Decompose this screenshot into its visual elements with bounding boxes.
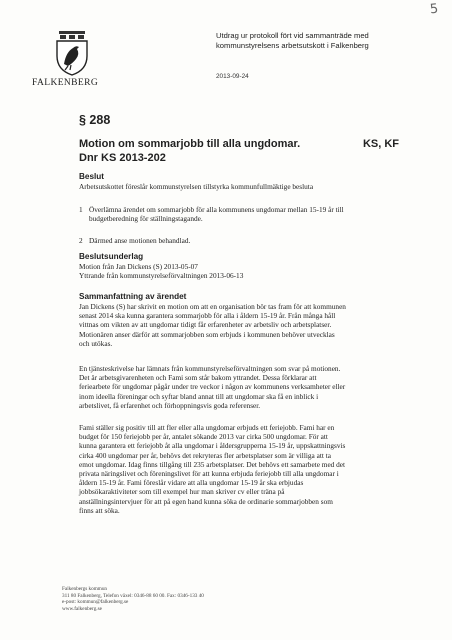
page-footer: Falkenbergs kommun 311 80 Falkenberg, Telefon växel: 0346-88 60 00. Fax: 0346-133 40 e-post: kommun@falkenberg.se www.falkenberg.se — [62, 586, 204, 612]
coat-of-arms-icon — [54, 30, 90, 76]
recipients: KS, KF — [362, 138, 399, 150]
summary-paragraph-2: En tjänsteskrivelse har lämnats från kommunstyrelseförvaltningen som svar på motionen. Det är arbetsgivarenheten och Fami som står bakom yttrandet. Dessa förklarar att feriearbete för ungdomar pågår under tre veckor i någon av kommunens verksamheter eller inom ideella föreningar och syftar bland annat till att ungdomar ska få en inblick i arbetslivet, få erfarenhet och förhoppningsvis goda referenser. — [79, 364, 346, 410]
matter-title — [79, 138, 399, 165]
section-number: § 288 — [79, 113, 111, 127]
summary-paragraph-1: Jan Dickens (S) har skrivit en motion om att en organisation bör tas fram för att kommunen senast 2014 ska kunna garantera sommarjobb för alla i åldern 15-19 år. Från många håll vittnas om vikten av att ungdomar tidigt får erfarenheter av arbetsliv och arbetsplatser. Motionären anser därför att sommarjobben som erbjuds i kommunen behöver utvecklas och utökas. — [79, 302, 346, 348]
municipality-logo — [32, 30, 104, 88]
summary-paragraph-3: Fami ställer sig positiv till att fler eller alla ungdomar erbjuds ett feriejobb. Fami har en budget för 150 feriejobb per år, antalet sökande 2013 var cirka 500 ungdomar. För att kunna garantera ett feriejobb åt alla ungdomar i åldersgrupperna 15-19 år, uppskattningsvis cirka 400 ungdomar per år, behövs det rekryteras fler arbetsplatser som är villiga att ta emot ungdomar. Idag finns tillgång till 235 arbetsplatser. Det behövs ett samarbete med det privata näringslivet och föreningslivet för att kunna erbjuda feriejobb till alla ungdomar i åldern 15-19 år. Fami föreslår vidare att alla ungdomar 15-19 år ska erbjudas jobbsökaraktiviteter som till exempel hur man skriver cv eller träna på anställningsintervjuer för att på egen hand kunna söka de ordinarie sommarjobben som finns att söka. — [79, 423, 346, 515]
title-text: Motion om sommarjobb till alla ungdomar. — [79, 138, 301, 150]
handwritten-page-number: 5 — [428, 1, 439, 18]
beslut-text: Arbetsutskottet föreslår kommunstyrelsen tillstyrka kommunfullmäktige besluta — [79, 182, 314, 191]
header-line: Utdrag ur protokoll fört vid sammanträde med — [216, 31, 369, 40]
header-line: kommunstyrelsens arbetsutskott i Falkenberg — [216, 40, 369, 50]
meeting-date: 2013-09-24 — [216, 73, 249, 80]
diary-number: Dnr KS 2013-202 — [79, 151, 166, 164]
organization-name: FALKENBERG — [32, 78, 99, 88]
protocol-page: 5 FALKENBERG Utdrag ur protokoll fört vid sammanträde med kommunstyrelsens arbetsutskott i Falkenberg 2013-09-24 § 288 Motion om sommarjobb till alla ungdomar. KS, KF Dnr KS 2013-202 Beslut Arbetsutskottet föreslår kommunstyrelsen tillstyrka kommunfullmäktige besluta 1 Överlämna ärendet om sommarjobb för alla kommunens ungdomar mellan 15-19 år till budgetberedning för ställningstagande. 2 Därmed anse motionen behandlad. Beslutsunderlag Motion från Jan Dickens (S) 2013-05-07 Yttrande från kommunstyrelseförvaltningen 2013-06-13 Sammanfattning av ärendet Jan Dickens (S) har skrivit en motion om att en organisation bör tas fram för att kommunen senast 2014 ska kunna garantera sommarjobb för alla i åldern 15-19 år. Från många håll vittnas om vikten av att ungdomar tidigt får erfarenheter av arbetsliv och arbetsplatser. Motionären anser därför att sommarjobben som erbjuds i kommunen behöver utvecklas och utökas. En tjänsteskrivelse har lämnats från kommunstyrelseförvaltningen som svar på motionen. Det är arbetsgivarenheten och Fami som står bakom yttrandet. Dessa förklarar att feriearbete för ungdomar pågår under tre veckor i någon av kommunens verksamheter eller inom ideella föreningar och syftar bland annat till att ungdomar ska få en inblick i arbetslivet, få erfarenhet och förhoppningsvis goda referenser. Fami ställer sig positiv till att fler eller alla ungdomar erbjuds ett feriejobb. Fami har en budget för 150 feriejobb per år, antalet sökande 2013 var cirka 500 ungdomar. För att kunna garantera ett feriejobb åt alla ungdomar i åldersgrupperna 15-19 år, uppskattningsvis cirka 400 ungdomar per år, behövs det rekryteras fler arbetsplatser som är villiga att ta emot ungdomar. Idag finns tillgång till 235 arbetsplatser. Det behövs ett samarbete med det privata näringslivet och föreningslivet för att kunna erbjuda feriejobb till alla ungdomar i åldern 15-19 år. Fami föreslår vidare att alla ungdomar 15-19 år ska erbjudas jobbsökaraktiviteter som till exempel hur man skriver cv eller träna på anställningsintervjuer för att på egen hand kunna söka de ordinarie sommarjobben som finns att söka. Falkenbergs kommun 311 80 Falkenberg, Telefon växel: 0346-88 60 00. Fax: 0346-133 40 e-post: kommun@falkenberg.se www.falkenberg.se — [0, 0, 452, 640]
beslut-heading: Beslut — [79, 172, 105, 181]
beslutsunderlag-list: Motion från Jan Dickens (S) 2013-05-07 Yttrande från kommunstyrelseförvaltningen 2013-06-13 — [79, 262, 244, 281]
document-header — [216, 31, 369, 50]
beslutsunderlag-heading: Beslutsunderlag — [79, 252, 144, 261]
sammanfattning-heading: Sammanfattning av ärendet — [79, 292, 187, 301]
